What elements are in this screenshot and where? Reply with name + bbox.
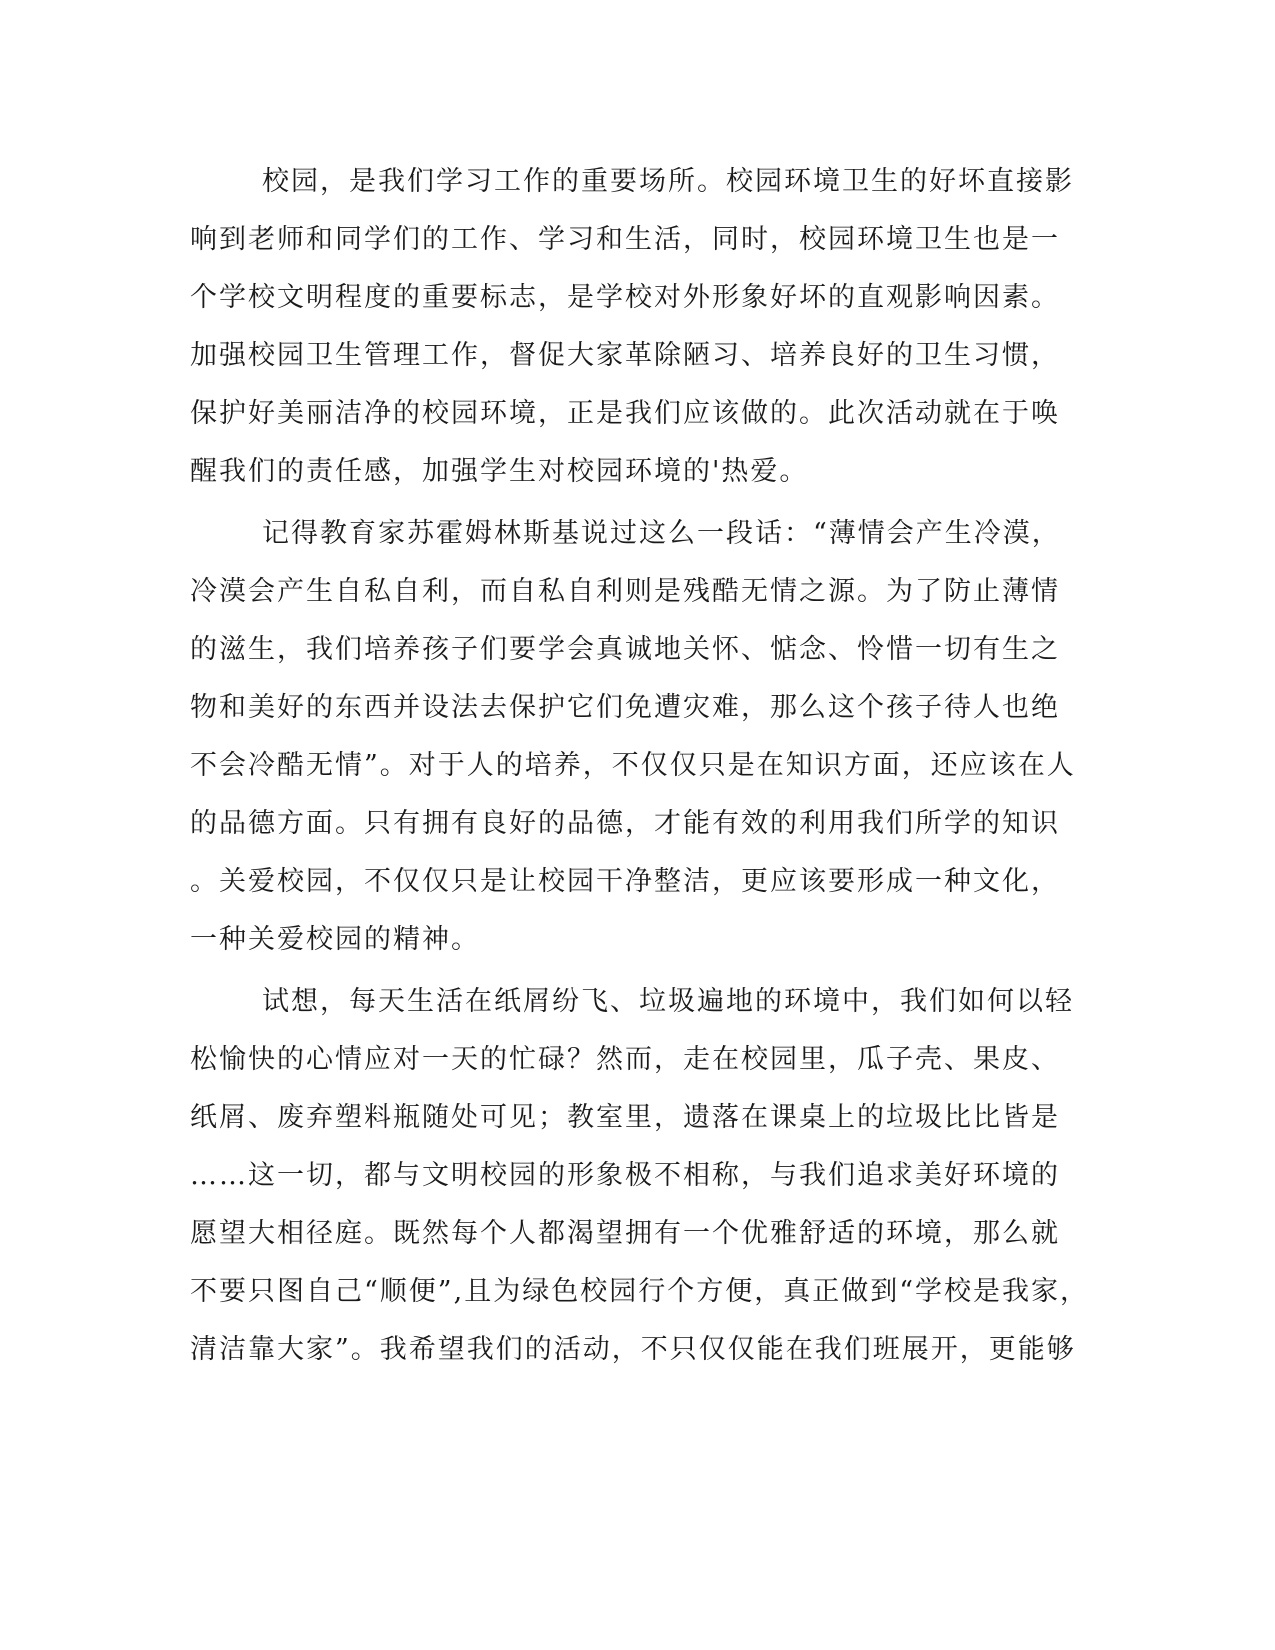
paragraph-2-line-2: 冷漠会产生自私自利，而自私自利则是残酷无情之源。为了防止薄情 bbox=[190, 576, 1060, 607]
paragraph-1-line-6: 醒我们的责任感，加强学生对校园环境的'热爱。 bbox=[190, 456, 809, 487]
paragraph-1-line-1: 校园，是我们学习工作的重要场所。校园环境卫生的好坏直接影 bbox=[262, 166, 1074, 197]
paragraph-3-line-6: 不要只图自己“顺便”,且为绿色校园行个方便，真正做到“学校是我家， bbox=[190, 1276, 1089, 1307]
paragraph-2-line-7: 。关爱校园，不仅仅只是让校园干净整洁，更应该要形成一种文化， bbox=[190, 866, 1060, 897]
paragraph-1-line-5: 保护好美丽洁净的校园环境，正是我们应该做的。此次活动就在于唤 bbox=[190, 398, 1060, 429]
paragraph-2-line-5: 不会冷酷无情”。对于人的培养，不仅仅只是在知识方面，还应该在人 bbox=[190, 750, 1076, 781]
paragraph-3-line-1: 试想，每天生活在纸屑纷飞、垃圾遍地的环境中，我们如何以轻 bbox=[262, 986, 1074, 1017]
paragraph-2-line-8: 一种关爱校园的精神。 bbox=[190, 924, 480, 955]
paragraph-2-line-6: 的品德方面。只有拥有良好的品德，才能有效的利用我们所学的知识 bbox=[190, 808, 1060, 839]
paragraph-3-line-4: ……这一切，都与文明校园的形象极不相称，与我们追求美好环境的 bbox=[190, 1160, 1060, 1191]
paragraph-3-line-3: 纸屑、废弃塑料瓶随处可见；教室里，遗落在课桌上的垃圾比比皆是 bbox=[190, 1102, 1060, 1133]
paragraph-1-line-3: 个学校文明程度的重要标志，是学校对外形象好坏的直观影响因素。 bbox=[190, 282, 1060, 313]
paragraph-1-line-2: 响到老师和同学们的工作、学习和生活，同时，校园环境卫生也是一 bbox=[190, 224, 1060, 255]
paragraph-1-line-4: 加强校园卫生管理工作，督促大家革除陋习、培养良好的卫生习惯， bbox=[190, 340, 1060, 371]
paragraph-3-line-5: 愿望大相径庭。既然每个人都渴望拥有一个优雅舒适的环境，那么就 bbox=[190, 1218, 1060, 1249]
paragraph-2-line-1: 记得教育家苏霍姆林斯基说过这么一段话：“薄情会产生冷漠， bbox=[262, 518, 1061, 549]
paragraph-2-line-4: 物和美好的东西并设法去保护它们免遭灾难，那么这个孩子待人也绝 bbox=[190, 692, 1060, 723]
paragraph-2-line-3: 的滋生，我们培养孩子们要学会真诚地关怀、惦念、怜惜一切有生之 bbox=[190, 634, 1060, 665]
paragraph-3-line-7: 清洁靠大家”。我希望我们的活动，不只仅仅能在我们班展开，更能够 bbox=[190, 1334, 1076, 1365]
paragraph-3-line-2: 松愉快的心情应对一天的忙碌？然而，走在校园里，瓜子壳、果皮、 bbox=[190, 1044, 1060, 1075]
